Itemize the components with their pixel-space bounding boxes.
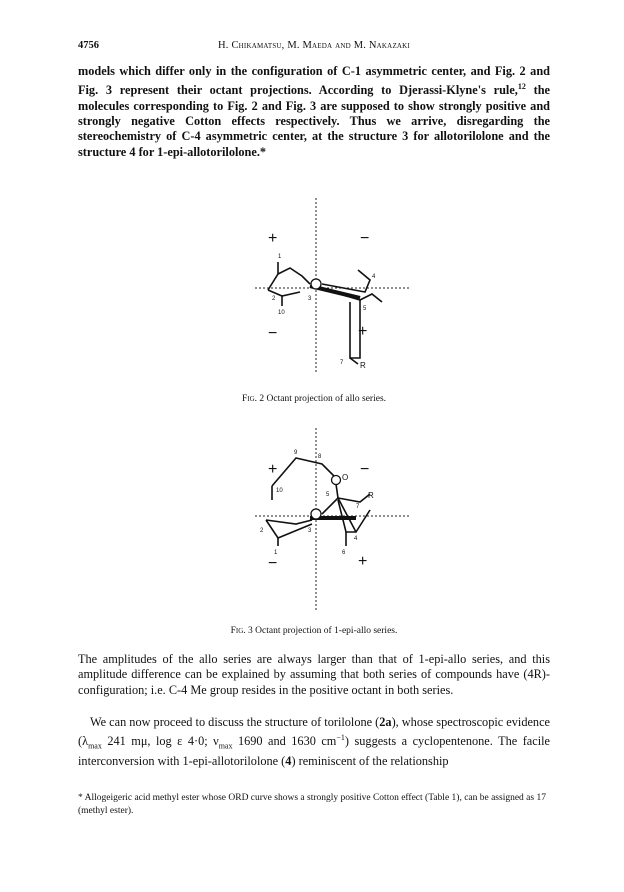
- fig3-label-c9: 9: [294, 450, 298, 456]
- fig3-label-c5: 5: [326, 492, 330, 498]
- fig3-carbonyl-oxygen-icon: [311, 509, 321, 519]
- paragraph-intro-text-a: models which differ only in the configuration of C-1 asymmetric center, and Fig. 2 and Fig. 3 represent their octant projections. According to Djerassi-Klyne's rule,: [78, 64, 550, 98]
- lambda-max-subscript: max: [88, 741, 102, 751]
- paragraph-intro: [78, 64, 550, 160]
- paragraph-intro-text-d: for 1-epi-allotorilolone.*: [135, 144, 267, 159]
- fig2-label-c4: 4: [372, 274, 376, 280]
- paragraph-torilolone-text-b: ), whose spectroscopic evidence (λ: [78, 715, 550, 749]
- figure-3-octant-projection: [160, 428, 470, 616]
- paragraph-torilolone-text-c: 241 mμ, log ε 4·0; ν: [101, 734, 219, 749]
- footnote: * Allogeigeric acid methyl ester whose ORD curve shows a strongly positive Cotton effect (Table 1), can be assigned as 17 (methyl ester).: [78, 793, 546, 816]
- fig3-label-c1: 1: [274, 550, 278, 556]
- fig2-sign-lower-left: −: [268, 325, 278, 342]
- fig2-ring-a-bond: [268, 268, 310, 290]
- fig3-label-c10: 10: [276, 488, 283, 494]
- fig2-label-c3: 3: [308, 296, 312, 302]
- paragraph-torilolone-text-e: ) suggests a cyclopentenone. The facile interconversion with 1-epi-allotorilolone (: [78, 734, 550, 769]
- fig2-sign-upper-right: −: [360, 230, 370, 247]
- fig2-molecule: [268, 262, 382, 364]
- paragraph-torilolone-text-f: ) reminiscent of the relationship: [291, 754, 449, 769]
- fig2-carbonyl-oxygen-icon: [311, 279, 321, 289]
- fig2-label-r: R: [360, 361, 366, 370]
- compound-2a: 2a: [379, 715, 392, 729]
- paragraph-torilolone-text-a: We can now proceed to discuss the structure of torilolone (: [90, 715, 380, 729]
- page-number: 4756: [78, 40, 99, 51]
- fig3-label-c7: 7: [356, 504, 360, 510]
- fig2-label-c10: 10: [278, 310, 285, 316]
- figure-2-caption: [78, 394, 550, 404]
- figure-2-caption-label: Fig. 2: [241, 394, 265, 404]
- fig2-label-c7: 7: [340, 360, 344, 366]
- reference-superscript: 12: [517, 82, 526, 92]
- fig3-ring-oxygen-icon: [332, 476, 341, 485]
- fig3-label-o-ring: O: [342, 473, 349, 482]
- running-head-authors: H. Chikamatsu, M. Maeda and M. Nakazaki: [218, 40, 410, 51]
- fig2-label-c5: 5: [363, 306, 367, 312]
- figure-2-diagram: [160, 198, 470, 378]
- figure-3-caption-label: Fig. 3: [230, 626, 253, 636]
- fig3-label-r: R: [368, 491, 374, 500]
- paragraph-torilolone-text-d: 1690 and 1630 cm: [232, 734, 337, 749]
- fig2-c7-bond: [350, 358, 358, 364]
- fig2-sign-upper-left: +: [268, 230, 278, 247]
- fig2-label-c2: 2: [272, 296, 276, 302]
- figure-3-diagram: [160, 428, 470, 616]
- figure-3-caption-text: Octant projection of 1-epi-allo series.: [252, 626, 398, 636]
- fig2-label-c1: 1: [278, 254, 282, 260]
- figure-3-caption: [78, 626, 550, 636]
- fig3-sign-upper-right: −: [360, 461, 370, 478]
- fig3-sign-lower-right: +: [358, 553, 368, 570]
- fig3-c5-c7-bond: [336, 484, 370, 502]
- wavenumber-unit-superscript: −1: [336, 733, 345, 743]
- paragraph-amplitudes: The amplitudes of the allo series are always larger than that of 1-epi-allo series, and this amplitude difference can be explained by assuming that both series of compounds have (4R)-configuration; i.e. C-4 Me group resides in the positive octant in both series.: [78, 652, 550, 697]
- fig3-sign-lower-left: −: [268, 555, 278, 572]
- fig3-label-c2: 2: [260, 528, 264, 534]
- fig3-label-c3: 3: [308, 528, 312, 534]
- fig3-label-c4: 4: [354, 536, 358, 542]
- paragraph-torilolone: [78, 715, 550, 769]
- fig2-sign-lower-right: +: [358, 323, 368, 340]
- paragraph-intro-text-b: the molecules corresponding to Fig. 2 and Fig. 3 are supposed to show strongly positive and strongly negative Cotton effects respectively. Thus we arrive, disregarding the stereochemistry of C-4 asymmetric center, at the structure: [78, 83, 551, 144]
- figure-2-caption-text: Octant projection of allo series.: [264, 394, 387, 404]
- fig3-upper-ring-bond: [272, 458, 336, 486]
- compound-4: 4: [285, 754, 292, 769]
- page-header: [78, 40, 550, 56]
- figure-2-octant-projection: [160, 198, 470, 378]
- structure-number-3: 3: [402, 129, 409, 144]
- nu-max-subscript: max: [218, 741, 233, 751]
- fig3-label-c6: 6: [342, 550, 346, 556]
- fig3-ring-a-bond: [266, 520, 312, 524]
- fig3-sign-upper-left: +: [268, 461, 278, 478]
- paragraph-intro-text-c: for allotorilolone and the structure: [78, 129, 551, 159]
- structure-number-4: 4: [129, 144, 136, 159]
- fig3-label-c8: 8: [318, 454, 322, 460]
- fig3-molecule: [266, 458, 370, 546]
